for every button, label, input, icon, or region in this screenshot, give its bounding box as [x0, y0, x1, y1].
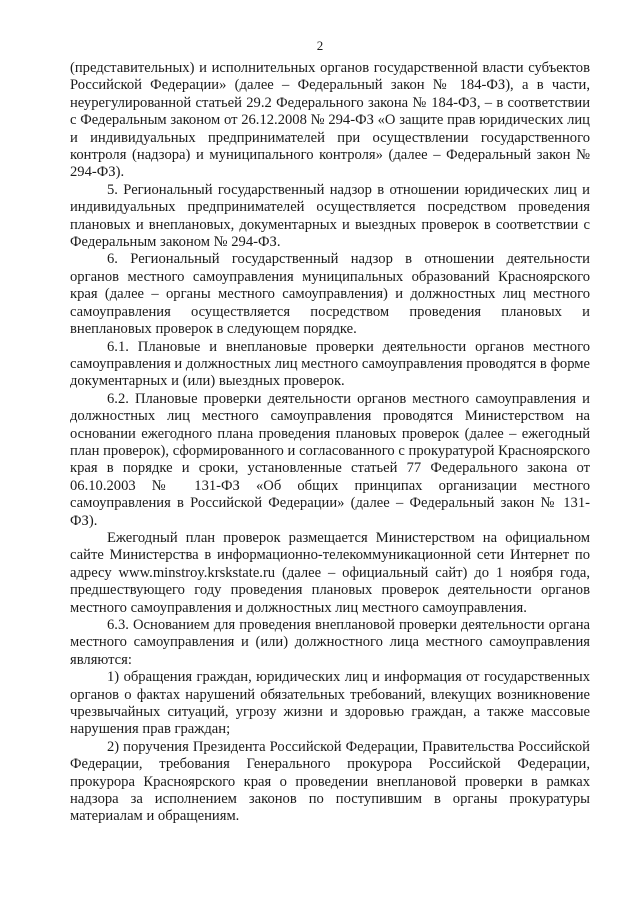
paragraph-6-1: 6.1. Плановые и внеплановые проверки деятельности органов местного самоуправления и должностных лиц местного самоуправления проводятся в форме документарных и (или) выездных проверок. [70, 338, 590, 390]
paragraph-5: 5. Региональный государственный надзор в отношении юридических лиц и индивидуальных предпринимателей осуществляется посредством проведения плановых и внеплановых, документарных и выездных проверок в соответствии с Федеральным законом № 294-ФЗ. [70, 181, 590, 251]
list-item-2: 2) поручения Президента Российской Федерации, Правительства Российской Федерации, требования Генерального прокурора Российской Федерации, прокурора Красноярского края о проведении внеплановой проверки в рамках надзора за исполнением законов по поступившим в органы прокуратуры материалам и обращениям. [70, 738, 590, 825]
page-number: 2 [316, 38, 324, 53]
paragraph-annual-plan: Ежегодный план проверок размещается Министерством на официальном сайте Министерства в информационно-телекоммуникационной сети Интернет по адресу www.minstroy.krskstate.ru (далее – официальный сайт) до 1 ноября года, предшествующего году проведения плановых проверок деятельности органов местного самоуправления и должностных лиц местного самоуправления. [70, 529, 590, 616]
document-body [70, 60, 590, 826]
paragraph-6-3: 6.3. Основанием для проведения внеплановой проверки деятельности органа местного самоуправления и (или) должностного лица местного самоуправления являются: [70, 617, 590, 668]
paragraph-6: 6. Региональный государственный надзор в отношении деятельности органов местного самоуправления муниципальных образований Красноярского края (далее – органы местного самоуправления) и должностных лиц местного самоуправления осуществляется посредством проведения плановых и внеплановых проверок в следующем порядке. [70, 251, 590, 338]
paragraph-6-2: 6.2. Плановые проверки деятельности органов местного самоуправления и должностных лиц местного самоуправления проводятся Министерством на основании ежегодного плана проведения плановых проверок (далее – ежегодный план проверок), сформированного и согласованного с прокуратурой Красноярского края в порядке и сроки, установленные статьей 77 Федерального закона от 06.10.2003 № 131-ФЗ «Об общих принципах организации местного самоуправления в Российской Федерации» (далее – Федеральный закон № 131-ФЗ). [70, 390, 590, 529]
list-item-1: 1) обращения граждан, юридических лиц и информация от государственных органов о фактах нарушений обязательных требований, влекущих возникновение чрезвычайных ситуаций, угрозу жизни и здоровью граждан, а также массовые нарушения прав граждан; [70, 669, 590, 738]
paragraph-continuation: (представительных) и исполнительных органов государственной власти субъектов Российской Федерации» (далее – Федеральный закон № 184-ФЗ), а в части, неурегулированной статьей 29.2 Федерального закона № 184-ФЗ, – в соответствии с Федеральным законом от 26.12.2008 № 294-ФЗ «О защите прав юридических лиц и индивидуальных предпринимателей при осуществлении государственного контроля (надзора) и муниципального контроля» (далее – Федеральный закон № 294-ФЗ). [70, 60, 590, 181]
